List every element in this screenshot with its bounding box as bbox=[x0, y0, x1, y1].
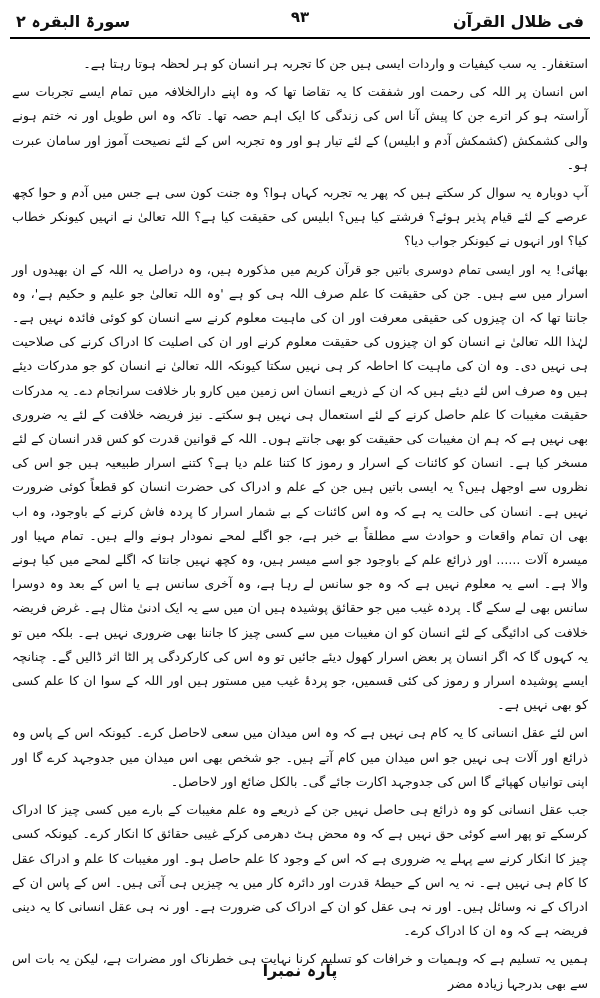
book-title: فی ظلال القرآن bbox=[452, 12, 584, 31]
page-footer bbox=[0, 961, 600, 980]
paragraph-5: اس لئے عقل انسانی کا یہ کام ہی نہیں ہے کہ وہ اس میدان میں سعی لاحاصل کرے۔ کیونکہ اس کے پاس وہ ذرائع اور آلات ہی نہیں جو اس میدان میں کام آتے ہیں۔ جو شخص بھی اس میدان میں جدوجہد کرے گا اور اپنی توانیاں کھپائے گا اس کی جدوجہد اکارت جائے گی۔ بالکل ضائع اور لاحاصل۔ bbox=[12, 725, 588, 789]
paragraph-2: اس انسان پر اللہ کی رحمت اور شفقت کا یہ تقاضا تھا کہ وہ اپنے دارالخلافہ میں تمام ایسے تجربات سے آراستہ ہو کر اترے جن کا پیش آنا اس کی زندگی کا ایک اہم حصہ تھا۔ تاکہ وہ اس طویل اور نہ ختم ہونے والی کشمکش (کشمکش آدم و ابلیس) کے لئے تیار ہو اور وہ تجربہ اس کے لئے نصیحت آموز اور سامان عبرت ہو۔ bbox=[12, 84, 588, 172]
paragraph-6: جب عقل انسانی کو وہ ذرائع ہی حاصل نہیں جن کے ذریعے وہ علم مغیبات کے بارے میں کسی چیز کا ادراک کرسکے تو پھر اسے کوئی حق نہیں ہے کہ وہ محض ہٹ دھرمی کرکے غیبی حقائق کا انکار کرے۔ کیونکہ کسی چیز کا انکار کرنے سے پہلے یہ ضروری ہے کہ اس کے وجود کا علم حاصل ہو۔ اور مغیبات کا علم و ادراک عقل کا کام ہی نہیں ہے۔ نہ یہ اس کے حیطۂ قدرت اور دائرہ کار میں یہ چیزیں ہی آتی ہیں۔ اس کے پاس ان کے ادراک کے نہ وسائل ہیں۔ اور نہ ہی عقل کو ان کے ادراک کی ضرورت ہے۔ اور نہ ہی عقل انسانی کا یہ دینی فریضہ ہے کہ وہ ان کا ادراک کرے۔ bbox=[12, 802, 588, 939]
page-header bbox=[10, 8, 590, 38]
paragraph-7: ہمیں یہ تسلیم ہے کہ وہمیات و خرافات کو تسلیم کرنا نہایت ہی خطرناک اور مضرات ہے، لیکن یہ بات اس سے بھی بدرجہا زیادہ مضر bbox=[12, 951, 588, 991]
paragraph-1: استغفار۔ یہ سب کیفیات و واردات ایسی ہیں جن کا تجربہ ہر انسان کو ہر لحظہ ہوتا رہتا ہے۔ bbox=[83, 56, 588, 71]
surah-title: سورۃ البقرہ ۲ bbox=[16, 12, 131, 31]
para-label: پارہ نمبرا bbox=[262, 961, 338, 980]
paragraph-4: بھائی! یہ اور ایسی تمام دوسری باتیں جو قرآن کریم میں مذکورہ ہیں، وہ دراصل یہ اللہ کے ان بھیدوں اور اسرار میں سے ہیں۔ جن کی حقیقت کا علم صرف اللہ ہی کو ہے 'وہ اللہ تعالیٰ جو علیم و حکیم ہے'، وہ جانتا تھا کہ ان چیزوں کی حقیقی معرفت اور ان کی ماہیت معلوم کرنے سے انسان کو کوئی فائدہ نہیں ہے۔ لہٰذا اللہ تعالیٰ نے انسان کو ان چیزوں کی حقیقت معلوم کرنے اور ان کی اصلیت کا ادراک کرنے کی صلاحیت ہی نہیں دی۔ وہ ان کی ماہیت کا احاطہ کر ہی نہیں سکتا کیونکہ اللہ تعالیٰ نے انسان کو جو مدرکات دیئے ہیں وہ صرف اس لئے دیئے ہیں کہ ان کے ذریعے انسان اس زمین میں کارو بار خلافت سرانجام دے۔ یہ مدرکات حقیقت مغیبات کا علم حاصل کرنے کے لئے استعمال ہی نہیں ہو سکتے۔ نیز فریضہ خلافت کے لئے یہ ضروری بھی نہیں ہے کہ ہم ان مغیبات کی حقیقت کو بھی جانتے ہوں۔ اللہ کے قوانین قدرت کو کس قدر انسان کے لئے مسخر کیا ہے۔ انسان کو کائنات کے اسرار و رموز کا کتنا علم دیا ہے؟ کتنے اسرار طبیعیہ ہیں جو اس کی نظروں سے اوجھل ہیں؟ یہ ایسی باتیں ہیں جن کے علم و ادراک کی حضرت انسان کو قطعاً کوئی ضرورت نہیں ہے۔ انسان کی حالت یہ ہے کہ وہ اس کائنات کے بے شمار اسرار کا پردہ فاش کرنے کے باوجود، وہ اب بھی ان تمام واقعات و حوادث سے مطلقاً بے خبر ہے، جو اگلے لمحے نمودار ہونے والے ہیں۔ تمام مہیا اور میسرہ آلات ...... اور ذرائع علم کے باوجود جو اسے میسر ہیں، وہ کچھ نہیں جانتا کہ اگلے لمحے میں کیا ہونے والا ہے۔ اسے یہ معلوم نہیں ہے کہ وہ جو سانس لے رہا ہے، وہ آخری سانس ہے یا اس کے بعد وہ دوسرا سانس بھی لے سکے گا۔ پردہ غیب میں جو حقائق پوشیدہ ہیں ان میں سے یہ ایک ادنیٰ مثال ہے۔ غرض فریضہ خلافت کی ادائیگی کے لئے انسان کو ان مغیبات میں سے کسی چیز کا جاننا بھی ضروری نہیں ہے۔ بلکہ میں تو یہ کہوں گا کہ اگر انسان پر بعض اسرار کھول دیئے جائیں تو وہ اس کی کارکردگی پر الٹا اثر ڈالیں گے۔ چنانچہ ایسے پوشیدہ اسرار و رموز کی کئی قسمیں، جو پردۂ غیب میں مستور ہیں اور اللہ کے سوا ان کا علم کسی کو بھی نہیں ہے۔ bbox=[12, 261, 588, 713]
page-number: ۹۳ bbox=[290, 8, 310, 26]
header-rule bbox=[10, 37, 590, 39]
paragraph-3: آپ دوبارہ یہ سوال کر سکتے ہیں کہ پھر یہ تجربہ کہاں ہوا؟ وہ جنت کون سی ہے جس میں آدم و حوا کچھ عرصے کے لئے قیام پذیر ہوئے؟ فرشتے کیا ہیں؟ ابلیس کی حقیقت کیا ہے؟ اللہ تعالیٰ نے انہیں کیونکر خطاب کیا؟ اور انہوں نے کیونکر جواب دیا؟ bbox=[12, 185, 588, 249]
